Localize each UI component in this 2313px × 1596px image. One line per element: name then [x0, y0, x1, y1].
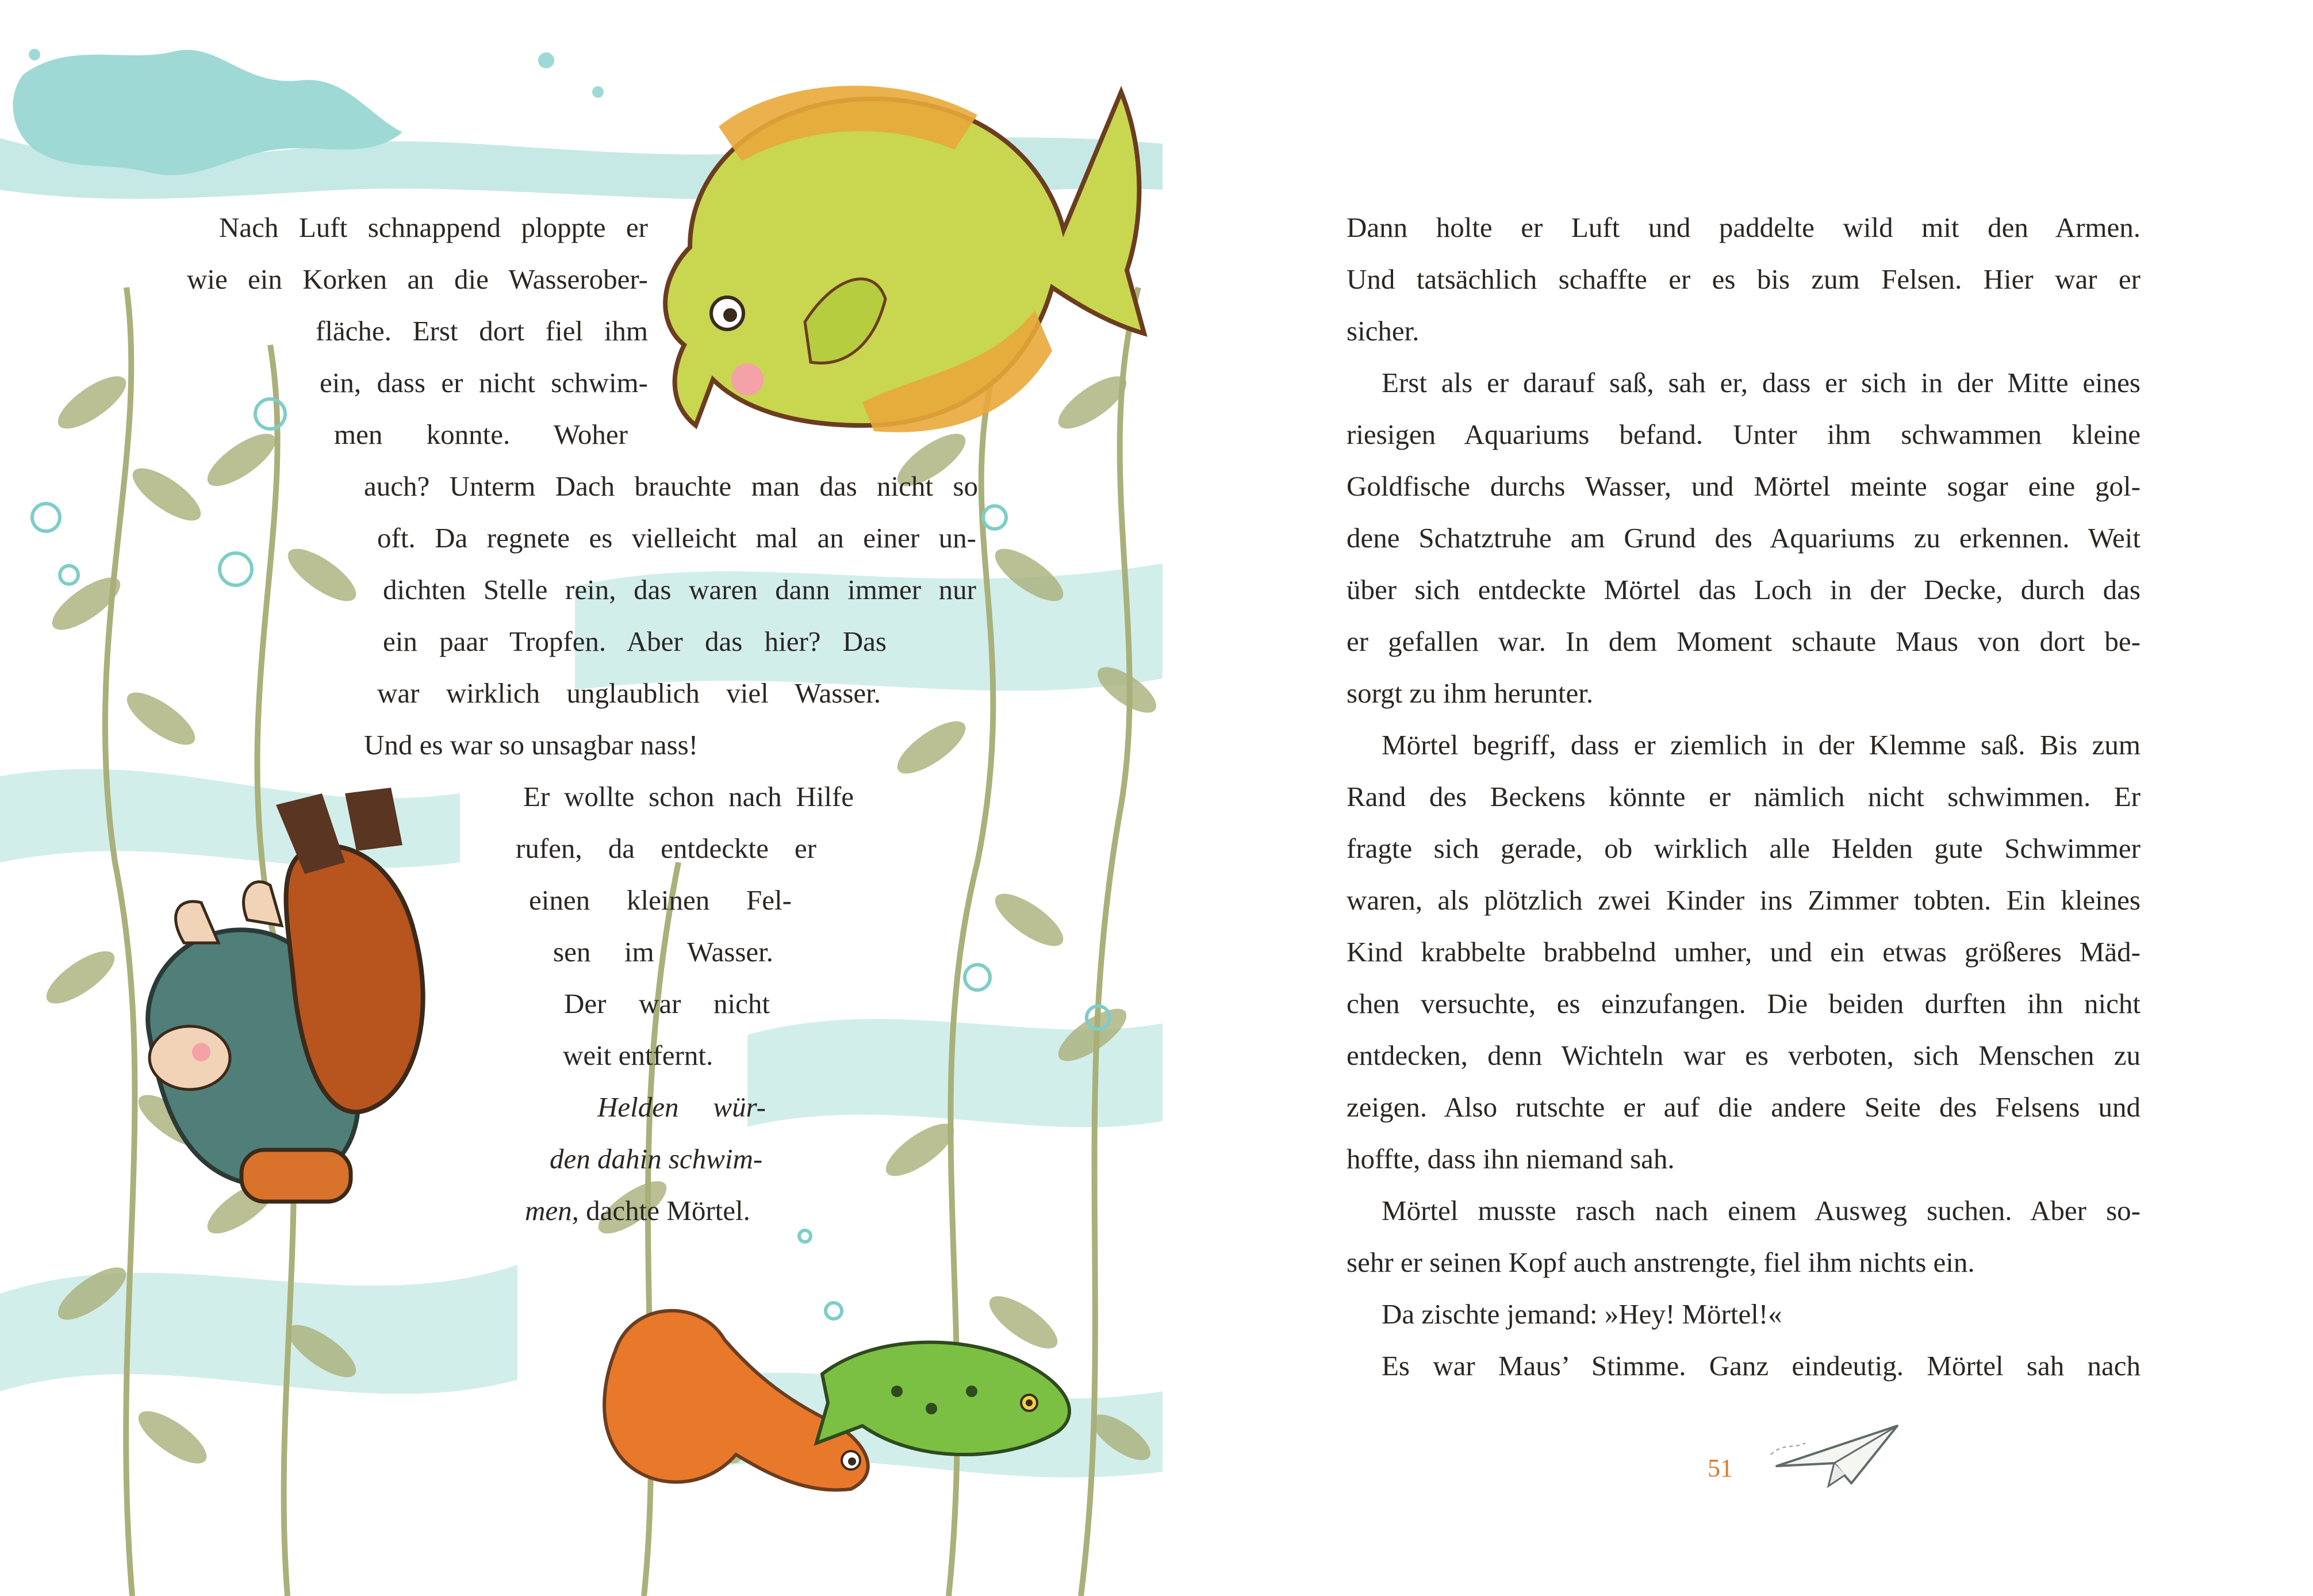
right-page: [1163, 0, 2313, 1596]
right-text-line: entdecken, denn Wichteln war es verboten, sich Menschen zu: [1347, 1039, 2141, 1071]
italic-segment: men,: [525, 1195, 579, 1226]
left-text-line: ein, dass er nicht schwim-: [320, 367, 648, 398]
right-text-line: Rand des Beckens könnte er nämlich nicht schwimmen. Er: [1347, 781, 2141, 812]
left-text-line: Und es war so unsagbar nass!: [364, 729, 699, 761]
right-text-line: dene Schatztruhe am Grund des Aquariums zu erkennen. Weit: [1347, 522, 2141, 554]
right-text-line: Erst als er darauf saß, sah er, dass er sich in der Mitte eines: [1382, 367, 2141, 398]
left-text-line-italic: Helden wür-: [597, 1091, 766, 1123]
left-text-line: einen kleinen Fel-: [529, 884, 792, 916]
right-text-line: fragte sich gerade, ob wirklich alle Helden gute Schwimmer: [1347, 832, 2141, 864]
right-text-line: zeigen. Also rutschte er auf die andere Seite des Felsens und: [1347, 1091, 2141, 1123]
right-text-line: hoffte, dass ihn niemand sah.: [1347, 1143, 1675, 1175]
left-text-line: Der war nicht: [564, 988, 770, 1019]
left-text-line: dichten Stelle rein, das waren dann immer nur: [383, 574, 976, 605]
right-text-line: Da zischte jemand: »Hey! Mörtel!«: [1382, 1298, 1782, 1330]
left-text-line: auch? Unterm Dach brauchte man das nicht so: [364, 470, 978, 502]
left-text-line: oft. Da regnete es vielleicht mal an einer un-: [377, 522, 976, 554]
right-text-line: er gefallen war. In dem Moment schaute Maus von dort be-: [1347, 626, 2141, 657]
left-text-line: sen im Wasser.: [553, 936, 773, 968]
right-text-line: über sich entdeckte Mörtel das Loch in der Decke, durch das: [1347, 574, 2141, 605]
left-text-line: rufen, da entdeckte er: [516, 832, 816, 864]
right-text-line: chen versuchte, es einzufangen. Die beiden durften ihn nicht: [1347, 988, 2141, 1019]
right-text-line: sehr er seinen Kopf auch anstrengte, fiel ihm nichts ein.: [1347, 1246, 1975, 1278]
right-text-line: Kind krabbelte brabbelnd umher, und ein etwas größeres Mäd-: [1347, 936, 2141, 968]
left-text-line: men konnte. Woher: [334, 419, 628, 450]
left-text-line: Nach Luft schnappend ploppte er: [219, 212, 648, 243]
right-text-line: Es war Maus’ Stimme. Ganz eindeutig. Mörtel sah nach: [1382, 1350, 2141, 1382]
yellow-fish-icon: [665, 86, 1144, 432]
left-text-line: wie ein Korken an die Wasserober-: [187, 263, 648, 295]
left-text-line: weit entfernt.: [563, 1039, 714, 1071]
right-text-line: Und tatsächlich schaffte er es bis zum Felsen. Hier war er: [1347, 263, 2141, 295]
left-text-line: ein paar Tropfen. Aber das hier? Das: [383, 626, 887, 657]
right-text-line: riesigen Aquariums befand. Unter ihm schwammen kleine: [1347, 419, 2141, 450]
paper-plane-icon: [1765, 1420, 1903, 1495]
right-text-line: Mörtel musste rasch nach einem Ausweg suchen. Aber so-: [1382, 1195, 2141, 1226]
right-text-line: waren, als plötzlich zwei Kinder ins Zimmer tobten. Ein kleines: [1347, 884, 2141, 916]
left-text-line: war wirklich unglaublich viel Wasser.: [377, 677, 881, 709]
right-text-line: Goldfische durchs Wasser, und Mörtel meinte sogar eine gol-: [1347, 470, 2141, 502]
right-text-line: Dann holte er Luft und paddelte wild mit den Armen.: [1347, 212, 2141, 243]
page-number: 51: [1708, 1454, 1733, 1482]
left-text-line: [525, 1194, 801, 1228]
right-text-line: sorgt zu ihm herunter.: [1347, 677, 1594, 709]
regular-segment: dachte Mörtel.: [578, 1195, 750, 1226]
right-text-line: sicher.: [1347, 315, 1420, 347]
left-text-line: Er wollte schon nach Hilfe: [523, 781, 854, 812]
left-text-line: fläche. Erst dort fiel ihm: [316, 315, 648, 347]
left-text-line-italic: den dahin schwim-: [550, 1143, 763, 1175]
right-text-line: Mörtel begriff, dass er ziemlich in der Klemme saß. Bis zum: [1382, 729, 2141, 761]
